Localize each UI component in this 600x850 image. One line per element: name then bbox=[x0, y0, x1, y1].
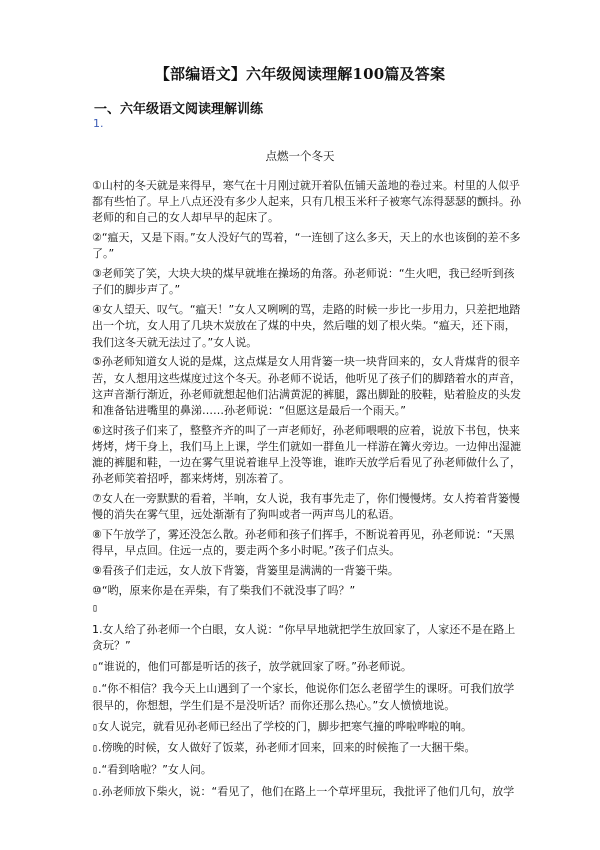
continuation-line-7: ▯.孙老师放下柴火，说：“看见了，他们在路上一个草坪里玩，我批评了他们几句，放学 bbox=[92, 784, 515, 798]
paragraph-7: ⑦女人在一旁默默的看着，半响，女人说，我有事先走了，你们慢慢烤。女人挎着背篓慢慢的消失在雾气里，远处渐渐有了狗叫或者一两声鸟儿的私语。 bbox=[92, 492, 520, 522]
question-number: 1. bbox=[93, 117, 104, 130]
missing-glyph-icon: ▯ bbox=[92, 721, 99, 733]
continuation-line-4: ▯女人说完，就看见孙老师已经出了学校的门，脚步把寒气撞的哗啦哗啦的响。 bbox=[92, 719, 473, 733]
story-title: 点燃一个冬天 bbox=[265, 149, 335, 163]
section-heading: 一、六年级语文阅读理解训练 bbox=[94, 102, 264, 117]
document-title: 【部编语文】六年级阅读理解100篇及答案 bbox=[154, 65, 446, 83]
missing-glyph-icon: ▯ bbox=[92, 603, 99, 614]
story-body bbox=[92, 178, 522, 603]
paragraph-6: ⑥这时孩子们来了，整整齐齐的叫了一声老师好，孙老师喂喂的应着，说放下书包，快来烤烤，烤干身上，我们马上上课，学生们就如一群鱼儿一样游在篝火旁边。一边伸出湿漉漉的裤腿和鞋，一边在雾气里说着谁早上没等谁，谁昨天放学后看见了孙老师做什么了，孙老师笑着招呼，都来烤烤，别冻着了。 bbox=[92, 423, 521, 486]
continuation-block bbox=[92, 600, 522, 806]
continuation-line-3: ▯.“你不相信？我今天上山遇到了一个家长，他说你们怎么老留学生的课呀。可我们放学很早的，你想想，学生们是不是没听话？而你还那么热心。”女人愤愤地说。 bbox=[92, 681, 515, 712]
continuation-line-5: ▯.傍晚的时候，女人做好了饭菜，孙老师才回来，回来的时候拖了一大捆干柴。 bbox=[92, 741, 476, 755]
paragraph-1: ①山村的冬天就是来得早，寒气在十月刚过就开着队伍铺天盖地的卷过来。村里的人似乎都有些怕了。早上八点还没有多少人起来，只有几根玉米秆子被寒气冻得瑟瑟的颤抖。孙老师的和自己的女人却早早的起床了。 bbox=[92, 179, 521, 225]
paragraph-5: ⑤孙老师知道女人说的是煤，这点煤是女人用背篓一块一块背回来的，女人背煤背的很辛苦，女人想用这些煤度过这个冬天。孙老师不说话，他听见了孩子们的脚踏着水的声音，这声音渐行渐近，孙老师就想起他们沾满黄泥的裤腿，露出脚趾的胶鞋，贴着脸皮的头发和准备钻进嘴里的鼻涕……孙老师说：“但愿这是最后一个雨天。” bbox=[92, 355, 521, 418]
continuation-line-1: 1.女人给了孙老师一个白眼，女人说：“你早早地就把学生放回家了，人家还不是在路上贪玩？” bbox=[92, 622, 516, 652]
paragraph-10: ⑩“哟，原来你是在弄柴，有了柴我们不就没事了吗？” bbox=[92, 584, 356, 598]
missing-glyph-icon: ▯ bbox=[92, 786, 99, 798]
paragraph-8: ⑧下午放学了，雾还没怎么散。孙老师和孩子们挥手，不断说着再见，孙老师说：“天黑得早，早点回。住远一点的，要走两个多小时呢。”孩子们点头。 bbox=[92, 528, 515, 558]
missing-glyph-icon: ▯ bbox=[92, 765, 99, 777]
glyph-line bbox=[92, 600, 522, 617]
paragraph-3: ③老师笑了笑，大块大块的煤早就堆在操场的角落。孙老师说：“生火吧，我已经听到孩子们的脚步声了。” bbox=[92, 267, 515, 297]
paragraph-2: ②“瘟天，又是下雨。”女人没好气的骂着，“一连刨了这么多天，天上的水也该倒的差不多了。” bbox=[92, 231, 521, 261]
missing-glyph-icon: ▯ bbox=[92, 743, 99, 755]
missing-glyph-icon: ▯ bbox=[92, 683, 99, 695]
paragraph-4: ④女人望天、叹气。“瘟天！”女人又咧咧的骂，走路的时候一步比一步用力，只差把地踏出一个坑，女人用了几块木炭放在了煤的中央，然后嗤的划了根火柴。“瘟天，还下雨，我们这冬天就无法过了。”女人说。 bbox=[92, 303, 521, 349]
continuation-line-6: ▯.“看到啥啦？”女人问。 bbox=[92, 763, 212, 777]
continuation-line-2: ▯“谁说的，他们可都是听话的孩子，放学就回家了呀。”孙老师说。 bbox=[92, 659, 412, 673]
missing-glyph-icon: ▯ bbox=[92, 661, 99, 673]
paragraph-9: ⑨看孩子们走远，女人放下背篓，背篓里是满满的一背篓干柴。 bbox=[92, 564, 399, 578]
